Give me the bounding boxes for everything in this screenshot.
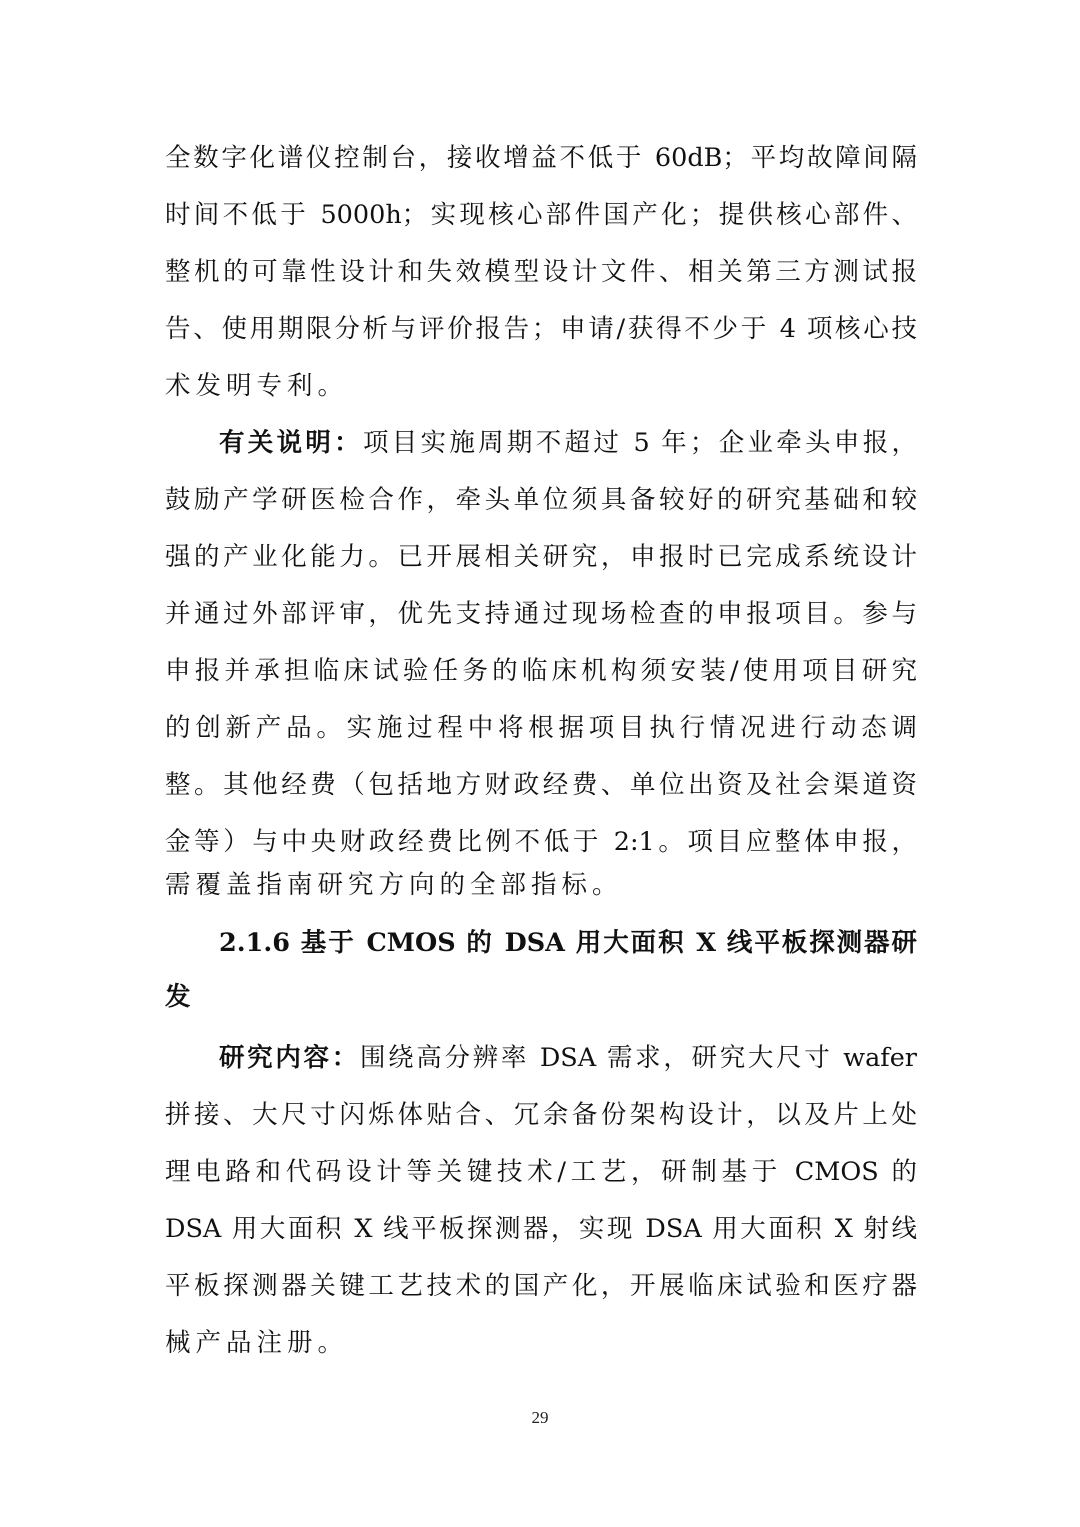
text-line: 术发明专利。 bbox=[165, 371, 349, 401]
notes-paragraph-first-line bbox=[219, 423, 917, 463]
research-content-text: 围绕高分辨率 DSA 需求，研究大尺寸 wafer bbox=[359, 1043, 917, 1073]
section-heading: 2.1.6 基于 CMOS 的 DSA 用大面积 X 线平板探测器研 bbox=[219, 928, 917, 958]
text-line: 拼接、大尺寸闪烁体贴合、冗余备份架构设计，以及片上处 bbox=[165, 1100, 917, 1130]
page-number: 29 bbox=[531, 1408, 549, 1427]
section-heading-continuation: 发 bbox=[165, 982, 196, 1012]
text-line: 械产品注册。 bbox=[165, 1328, 349, 1358]
text-line: DSA 用大面积 X 线平板探测器，实现 DSA 用大面积 X 射线 bbox=[165, 1214, 917, 1244]
text-line: 平板探测器关键工艺技术的国产化，开展临床试验和医疗器 bbox=[165, 1271, 917, 1301]
research-content-label: 研究内容： bbox=[219, 1043, 360, 1073]
text-line: 并通过外部评审，优先支持通过现场检查的申报项目。参与 bbox=[165, 599, 917, 629]
text-line: 需覆盖指南研究方向的全部指标。 bbox=[165, 870, 623, 900]
text-line: 的创新产品。实施过程中将根据项目执行情况进行动态调 bbox=[165, 713, 917, 743]
text-line: 全数字化谱仪控制台，接收增益不低于 60dB；平均故障间隔 bbox=[165, 143, 917, 173]
research-content-first-line bbox=[219, 1038, 917, 1078]
notes-label: 有关说明： bbox=[219, 428, 363, 458]
text-line: 强的产业化能力。已开展相关研究，申报时已完成系统设计 bbox=[165, 542, 917, 572]
text-line: 整。其他经费（包括地方财政经费、单位出资及社会渠道资 bbox=[165, 770, 917, 800]
text-line: 时间不低于 5000h；实现核心部件国产化；提供核心部件、 bbox=[165, 200, 917, 230]
text-line: 金等）与中央财政经费比例不低于 2:1。项目应整体申报， bbox=[165, 827, 917, 857]
text-line: 理电路和代码设计等关键技术/工艺，研制基于 CMOS 的 bbox=[165, 1157, 917, 1187]
text-line: 申报并承担临床试验任务的临床机构须安装/使用项目研究 bbox=[165, 656, 917, 686]
text-line: 告、使用期限分析与评价报告；申请/获得不少于 4 项核心技 bbox=[165, 314, 917, 344]
text-line: 整机的可靠性设计和失效模型设计文件、相关第三方测试报 bbox=[165, 257, 917, 287]
notes-text: 项目实施周期不超过 5 年；企业牵头申报， bbox=[362, 428, 917, 458]
text-line: 鼓励产学研医检合作，牵头单位须具备较好的研究基础和较 bbox=[165, 485, 917, 515]
